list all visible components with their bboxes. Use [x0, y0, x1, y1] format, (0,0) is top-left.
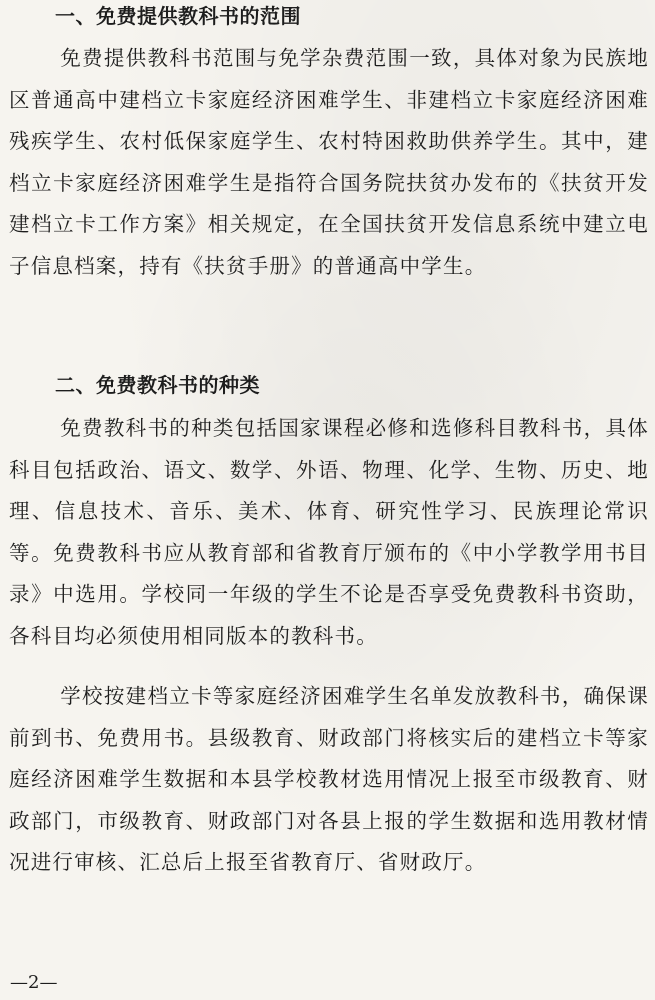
section-1-heading: 一、免费提供教科书的范围: [55, 4, 301, 28]
section-2-heading: 二、免费教科书的种类: [55, 373, 260, 397]
section-2-paragraph-2: 学校按建档立卡等家庭经济困难学生名单发放教科书，确保课前到书、免费用书。县级教育、财政部门将核实后的建档立卡等家庭经济困难学生数据和本县学校教材选用情况上报至市级教育、财政部门，市级教育、财政部门对各县上报的学生数据和选用教材情况进行审核、汇总后上报至省教育厅、省财政厅。: [9, 684, 649, 874]
section-2-paragraph-1: 免费教科书的种类包括国家课程必修和选修科目教科书，具体科目包括政治、语文、数学、外语、物理、化学、生物、历史、地理、信息技术、音乐、美术、体育、研究性学习、民族理论常识等。免费教科书应从教育部和省教育厅颁布的《中小学教学用书目录》中选用。学校同一年级的学生不论是否享受免费教科书资助，各科目均必须使用相同版本的教科书。: [9, 416, 649, 648]
section-1-paragraph: 免费提供教科书范围与免学杂费范围一致，具体对象为民族地区普通高中建档立卡家庭经济困难学生、非建档立卡家庭经济困难残疾学生、农村低保家庭学生、农村特困救助供养学生。其中，建档立卡家庭经济困难学生是指符合国务院扶贫办发布的《扶贫开发建档立卡工作方案》相关规定，在全国扶贫开发信息系统中建立电子信息档案，持有《扶贫手册》的普通高中学生。: [9, 46, 649, 278]
page-number: —2—: [10, 972, 58, 993]
